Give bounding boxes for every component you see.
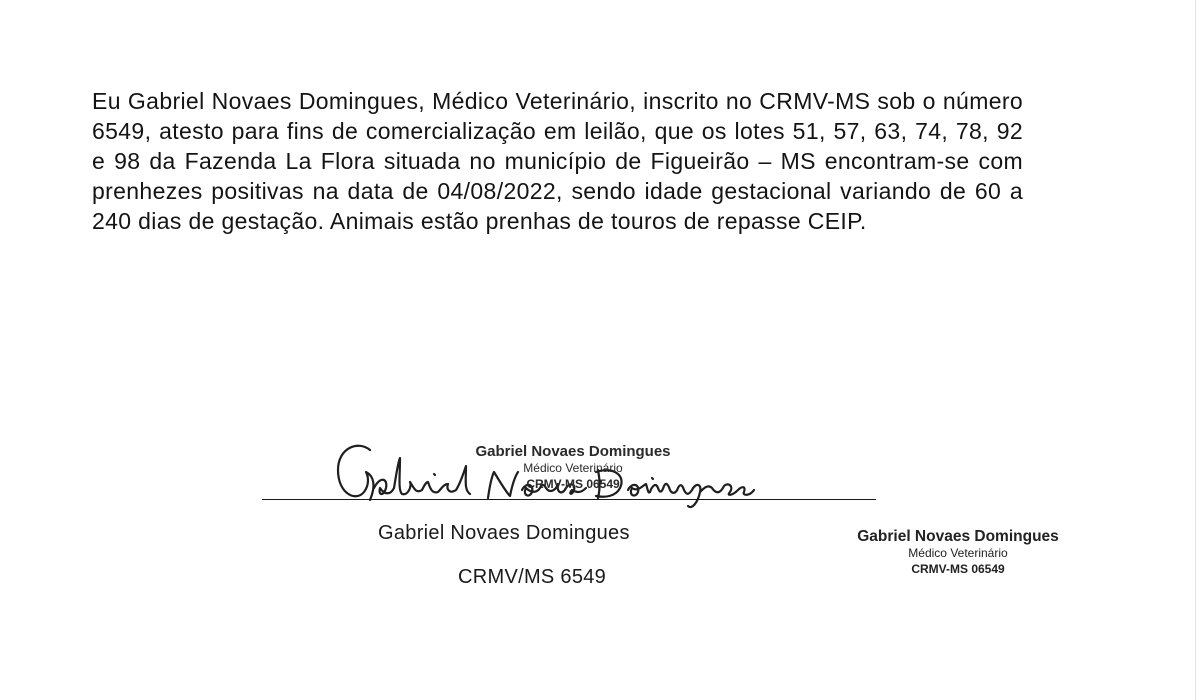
page-edge-line [1195, 0, 1196, 700]
signer-registration: CRMV/MS 6549 [458, 566, 607, 588]
signature-line [262, 499, 876, 500]
stamp-title: Médico Veterinário [908, 546, 1008, 560]
stamp-top [448, 443, 698, 492]
stamp-name: Gabriel Novaes Domingues [475, 443, 671, 460]
stamp-registration: CRMV-MS 06549 [911, 562, 1005, 576]
signer-printed-name: Gabriel Novaes Domingues [378, 522, 630, 544]
stamp-registration: CRMV-MS 06549 [526, 477, 620, 491]
stamp-name: Gabriel Novaes Domingues [857, 528, 1059, 545]
stamp-right [833, 528, 1083, 577]
attestation-paragraph: Eu Gabriel Novaes Domingues, Médico Veterinário, inscrito no CRMV-MS sob o número 6549, atesto para fins de comercialização em leilão, que os lotes 51, 57, 63, 74, 78, 92 e 98 da Fazenda La Flora situada no município de Figueirão – MS encontram-se com prenhezes positivas na data de 04/08/2022, sendo idade gestacional variando de 60 a 240 dias de gestação. Animais estão prenhas de touros de repasse CEIP. [92, 88, 1023, 234]
stamp-title: Médico Veterinário [523, 461, 623, 475]
